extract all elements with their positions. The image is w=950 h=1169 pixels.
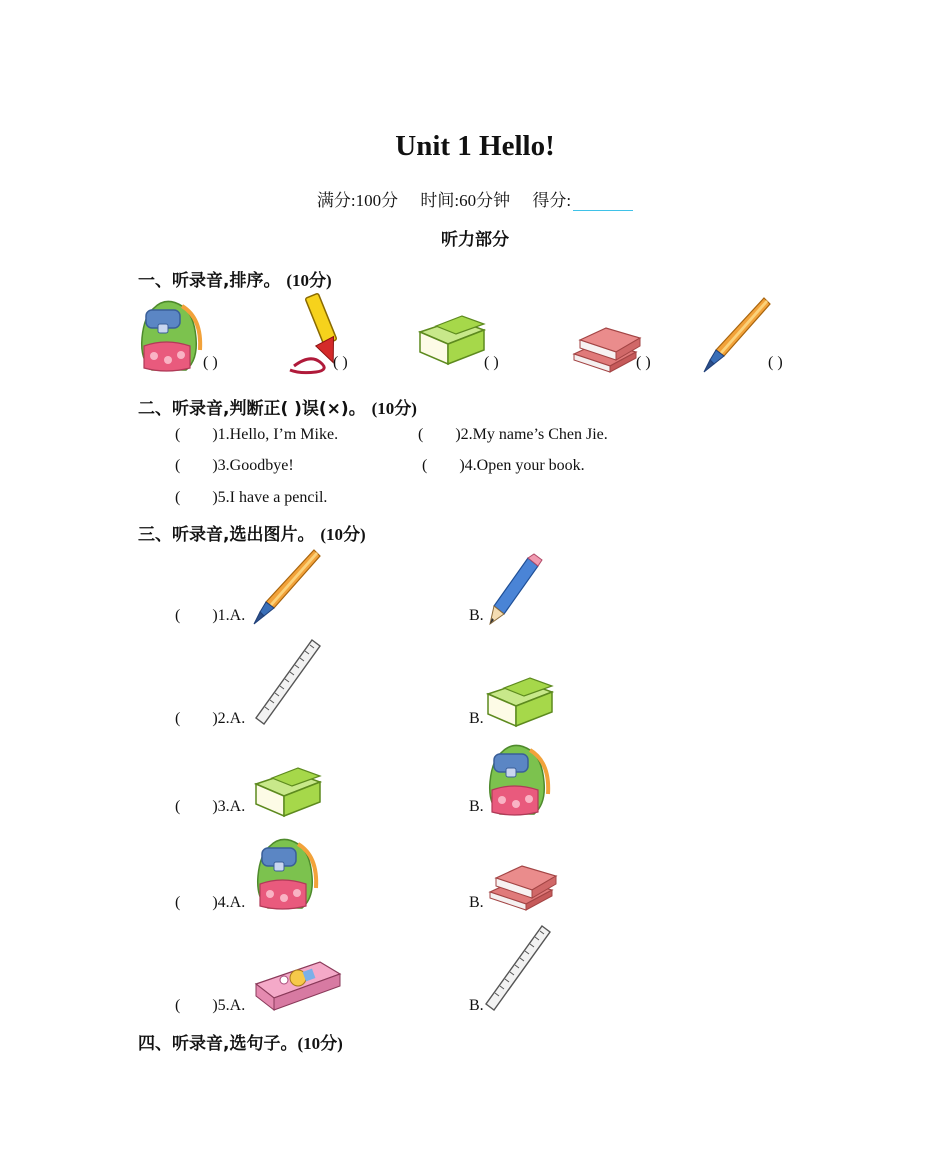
judge-item-4[interactable]: ( )4.Open your book. (422, 457, 585, 474)
judge-item-3[interactable]: ( )3.Goodbye! (175, 457, 294, 474)
choice-row-1-label[interactable]: ( )1.A. (175, 607, 246, 624)
choice-row-5-label[interactable]: ( )5.A. (175, 997, 246, 1014)
choice-row-1-b[interactable]: B. (469, 607, 484, 624)
listening-part-heading: 听力部分 (441, 230, 509, 250)
ruler-icon[interactable] (484, 926, 554, 1014)
backpack-icon[interactable] (484, 742, 552, 820)
exam-meta (0, 186, 950, 211)
section1-blank-1[interactable]: ( ) (203, 354, 218, 371)
eraser-icon[interactable] (484, 664, 554, 730)
section1-blank-3[interactable]: ( ) (484, 354, 499, 371)
judge-item-5[interactable]: ( )5.I have a pencil. (175, 489, 328, 506)
pen-icon (702, 298, 772, 374)
section1-heading: 一、听录音,排序。 (10分) (138, 271, 332, 291)
choice-row-4-label[interactable]: ( )4.A. (175, 894, 246, 911)
section3-heading: 三、听录音,选出图片。 (10分) (138, 525, 366, 545)
choice-row-3-b[interactable]: B. (469, 798, 484, 815)
full-score: 满分:100分 (316, 191, 399, 210)
backpack-icon[interactable] (252, 836, 320, 914)
section1-blank-2[interactable]: ( ) (333, 354, 348, 371)
choice-row-2-label[interactable]: ( )2.A. (175, 710, 246, 727)
section4-heading: 四、听录音,选句子。(10分) (138, 1034, 343, 1054)
choice-row-5-b[interactable]: B. (469, 997, 484, 1014)
section1-blank-4[interactable]: ( ) (636, 354, 651, 371)
time-limit: 时间:60分钟 (420, 191, 511, 210)
page-title: Unit 1 Hello! (395, 130, 555, 162)
pen-icon[interactable] (252, 550, 322, 626)
choice-row-2-b[interactable]: B. (469, 710, 484, 727)
judge-item-1[interactable]: ( )1.Hello, I’m Mike. (175, 426, 339, 443)
score-label: 得分: (532, 191, 572, 210)
pencil-icon[interactable] (484, 556, 544, 626)
judge-item-2[interactable]: ( )2.My name’s Chen Jie. (418, 426, 608, 443)
score-blank[interactable] (573, 192, 633, 211)
backpack-icon (136, 298, 204, 376)
eraser-icon (416, 302, 486, 368)
choice-row-3-label[interactable]: ( )3.A. (175, 798, 246, 815)
books-icon (570, 314, 642, 374)
choice-row-4-b[interactable]: B. (469, 894, 484, 911)
crayon-icon (290, 294, 334, 374)
pencil-box-icon[interactable] (254, 954, 342, 1012)
eraser-icon[interactable] (252, 754, 322, 820)
section1-blank-5[interactable]: ( ) (768, 354, 783, 371)
section2-heading: 二、听录音,判断正( )误(×)。 (10分) (138, 399, 417, 419)
ruler-icon[interactable] (254, 640, 324, 728)
books-icon[interactable] (486, 852, 572, 914)
